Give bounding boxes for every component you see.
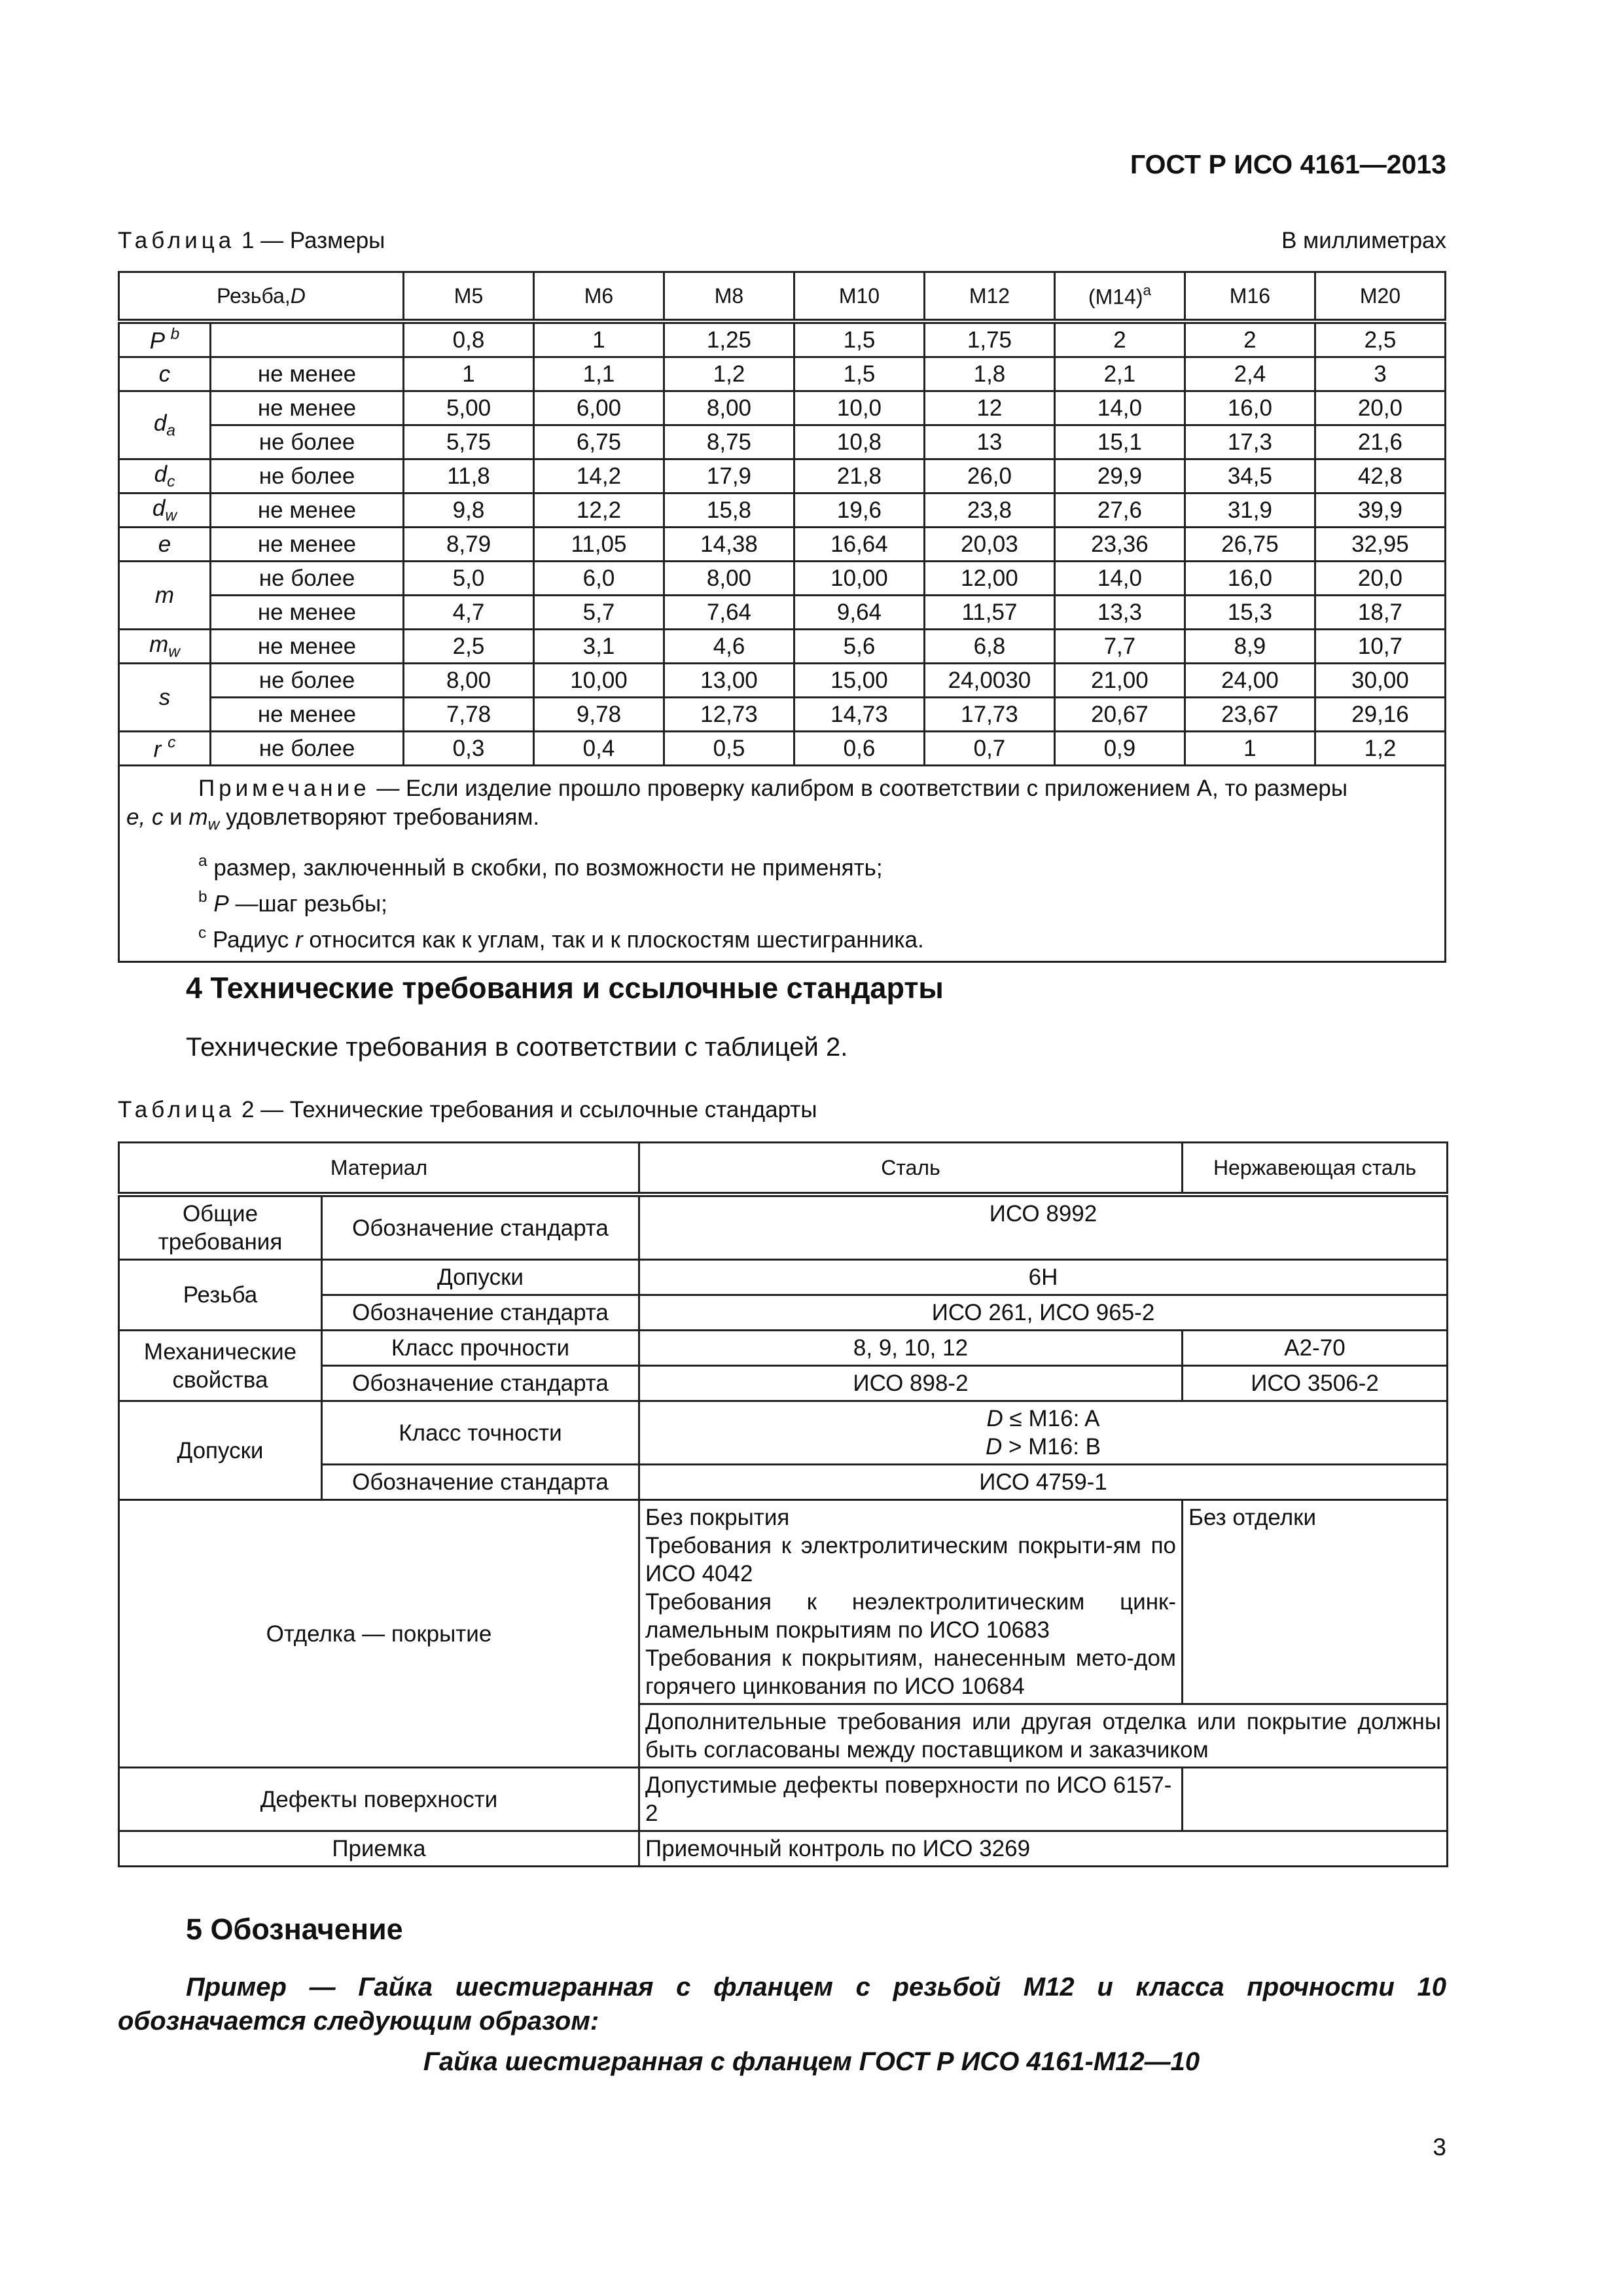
table-row <box>119 425 1446 459</box>
table-row <box>119 493 1446 528</box>
table-cell: 7,7 <box>1054 630 1185 664</box>
material-header: Материал <box>119 1143 639 1195</box>
table-cell: 1,25 <box>664 321 794 357</box>
table-cell: 0,4 <box>534 732 664 766</box>
row-label: Механические свойства <box>119 1331 322 1401</box>
table-row <box>119 664 1446 698</box>
table-cell: 15,1 <box>1054 425 1185 459</box>
section-4-text: Технические требования в соответствии с таблицей 2. <box>186 1033 848 1062</box>
col-header: M5 <box>404 272 534 322</box>
table1-caption: Таблица 1 — Размеры <box>118 228 385 253</box>
table-cell: 4,6 <box>664 630 794 664</box>
table-cell: 29,9 <box>1054 459 1185 493</box>
table-cell: 14,0 <box>1054 391 1185 425</box>
param-qualifier: не менее <box>211 391 404 425</box>
param-symbol: $d_w$ <box>119 493 211 528</box>
table-cell: 34,5 <box>1185 459 1315 493</box>
table-cell: 13,00 <box>664 664 794 698</box>
table-cell: 11,05 <box>534 528 664 562</box>
table-cell: 1 <box>1185 732 1315 766</box>
table-cell: 12,2 <box>534 493 664 528</box>
param-qualifier: не более <box>211 732 404 766</box>
section-5-heading: 5 Обозначение <box>186 1912 403 1946</box>
table-cell: 9,8 <box>404 493 534 528</box>
param-symbol: $m_w$ <box>119 630 211 664</box>
stainless-header: Нержавеющая сталь <box>1183 1143 1448 1195</box>
table-cell: 6,0 <box>534 562 664 596</box>
table-row <box>119 391 1446 425</box>
table-cell: 21,8 <box>794 459 924 493</box>
table-cell: 19,6 <box>794 493 924 528</box>
table-cell: 2 <box>1185 321 1315 357</box>
table-cell: 8,9 <box>1185 630 1315 664</box>
table-cell: 3 <box>1315 357 1445 391</box>
row-value: A2-70 <box>1183 1331 1448 1366</box>
table-cell: 0,8 <box>404 321 534 357</box>
table-cell: 16,64 <box>794 528 924 562</box>
table-cell: 18,7 <box>1315 596 1445 630</box>
table-row <box>119 562 1446 596</box>
row-value: ИСО 898-2 <box>639 1366 1183 1401</box>
table-cell: 7,64 <box>664 596 794 630</box>
dimensions-table-header <box>119 272 1446 322</box>
table-cell: 26,0 <box>924 459 1054 493</box>
steel-header: Сталь <box>639 1143 1183 1195</box>
table-row <box>119 732 1446 766</box>
param-symbol: P $^b$ <box>119 321 211 357</box>
table-row <box>119 357 1446 391</box>
table-cell: 21,6 <box>1315 425 1445 459</box>
table-cell: 2 <box>1054 321 1185 357</box>
row-label: Резьба <box>119 1260 322 1331</box>
table-cell: 12,00 <box>924 562 1054 596</box>
table-cell: 0,7 <box>924 732 1054 766</box>
param-qualifier: не более <box>211 664 404 698</box>
designation-line: Гайка шестигранная с фланцем ГОСТ Р ИСО 4161-М12—10 <box>423 2047 1200 2076</box>
note-line: Примечание — Если изделие прошло проверку калибром в соответствии с приложением А, то размеры <box>198 776 1348 801</box>
table-cell: 14,38 <box>664 528 794 562</box>
table-cell: 20,0 <box>1315 391 1445 425</box>
table-cell: 15,3 <box>1185 596 1315 630</box>
param-qualifier: не более <box>211 459 404 493</box>
table-row <box>119 1331 1448 1366</box>
row-label: Отделка — покрытие <box>119 1500 639 1768</box>
table-row <box>119 596 1446 630</box>
table-cell: 10,00 <box>534 664 664 698</box>
footnote-a: $^a$ размер, заключенный в скобки, по возможности не применять; <box>198 852 883 882</box>
requirements-table-header <box>119 1143 1448 1195</box>
table-cell: 7,78 <box>404 698 534 732</box>
table-cell: 2,5 <box>1315 321 1445 357</box>
table-row <box>119 321 1446 357</box>
param-qualifier: не менее <box>211 528 404 562</box>
table-cell: 27,6 <box>1054 493 1185 528</box>
note-line: e, c и $m_w$ удовлетворяют требованиям. <box>126 804 540 834</box>
param-qualifier: не более <box>211 562 404 596</box>
table-cell: 2,1 <box>1054 357 1185 391</box>
table-cell: 26,75 <box>1185 528 1315 562</box>
row-label: Общие требования <box>119 1194 322 1260</box>
row-value: ИСО 261, ИСО 965-2 <box>639 1295 1448 1331</box>
table-cell: 0,9 <box>1054 732 1185 766</box>
table-cell: 20,67 <box>1054 698 1185 732</box>
designation-example: Пример — Гайка шестигранная с фланцем с резьбой М12 и класса прочности 10 обозначается следующим образом: <box>118 1973 1446 2036</box>
table-cell: 11,57 <box>924 596 1054 630</box>
row-param: Обозначение стандарта <box>322 1465 639 1500</box>
col-header: M6 <box>534 272 664 322</box>
param-symbol: r $^c$ <box>119 732 211 766</box>
table-cell: 6,8 <box>924 630 1054 664</box>
row-value: ИСО 4759-1 <box>639 1465 1448 1500</box>
table-row <box>119 528 1446 562</box>
table-cell: 1,2 <box>664 357 794 391</box>
table-cell: 0,6 <box>794 732 924 766</box>
row-value: 6H <box>639 1260 1448 1295</box>
document-id-header: ГОСТ Р ИСО 4161—2013 <box>1130 149 1446 179</box>
col-header: $(M14)^a$ <box>1054 272 1185 322</box>
section-4-heading: 4 Технические требования и ссылочные стандарты <box>186 971 944 1005</box>
table-cell: 17,9 <box>664 459 794 493</box>
footnote-c: $^c$ Радиус r относится как к углам, так и к плоскостям шестигранника. <box>198 924 924 953</box>
param-qualifier: не более <box>211 425 404 459</box>
table-cell: 13,3 <box>1054 596 1185 630</box>
table-cell: 1 <box>404 357 534 391</box>
table-cell: 14,2 <box>534 459 664 493</box>
row-param: Допуски <box>322 1260 639 1295</box>
table-cell: 1,75 <box>924 321 1054 357</box>
table-cell: 32,95 <box>1315 528 1445 562</box>
table-cell: 24,00 <box>1185 664 1315 698</box>
table-cell: 23,8 <box>924 493 1054 528</box>
col-header: M20 <box>1315 272 1445 322</box>
row-param: Обозначение стандарта <box>322 1366 639 1401</box>
table-cell: 16,0 <box>1185 562 1315 596</box>
table-cell: 23,67 <box>1185 698 1315 732</box>
table-cell: 1,5 <box>794 357 924 391</box>
table-cell: 14,73 <box>794 698 924 732</box>
table-row <box>119 1260 1448 1295</box>
row-label: Допуски <box>119 1401 322 1500</box>
row-param: Класс прочности <box>322 1331 639 1366</box>
table-cell: 0,3 <box>404 732 534 766</box>
table-cell: 8,00 <box>664 562 794 596</box>
table-cell: 6,00 <box>534 391 664 425</box>
table-cell: 1,2 <box>1315 732 1445 766</box>
table-cell: 8,00 <box>664 391 794 425</box>
row-param: Обозначение стандарта <box>322 1295 639 1331</box>
table-cell: 8,00 <box>404 664 534 698</box>
param-qualifier: не менее <box>211 630 404 664</box>
col-header: M12 <box>924 272 1054 322</box>
row-value: D ≤ M16: A D > M16: B <box>639 1401 1448 1465</box>
row-value: Допустимые дефекты поверхности по ИСО 6157-2 <box>639 1768 1183 1831</box>
table-cell: 2,5 <box>404 630 534 664</box>
footnote-b: $^b$ P —шаг резьбы; <box>198 888 387 917</box>
table-row <box>119 698 1446 732</box>
table-cell: 5,7 <box>534 596 664 630</box>
table-cell: 13 <box>924 425 1054 459</box>
row-value: 8, 9, 10, 12 <box>639 1331 1183 1366</box>
table-cell: 12,73 <box>664 698 794 732</box>
col-header: M8 <box>664 272 794 322</box>
table-cell: 5,0 <box>404 562 534 596</box>
table-cell: 23,36 <box>1054 528 1185 562</box>
table-cell: 1,1 <box>534 357 664 391</box>
row-value: ИСО 8992 <box>639 1194 1448 1260</box>
row-param: Обозначение стандарта <box>322 1194 639 1260</box>
table-cell: 42,8 <box>1315 459 1445 493</box>
table-cell: 17,3 <box>1185 425 1315 459</box>
table-cell: 21,00 <box>1054 664 1185 698</box>
param-qualifier: не менее <box>211 698 404 732</box>
table-row <box>119 630 1446 664</box>
table-cell: 1,5 <box>794 321 924 357</box>
param-qualifier: не менее <box>211 493 404 528</box>
table-cell: 15,00 <box>794 664 924 698</box>
table-row <box>119 1768 1448 1831</box>
table-cell: 6,75 <box>534 425 664 459</box>
table-row <box>119 1401 1448 1465</box>
table-cell: 24,0030 <box>924 664 1054 698</box>
param-qualifier <box>211 321 404 357</box>
table-cell: 12 <box>924 391 1054 425</box>
table-cell: 9,64 <box>794 596 924 630</box>
requirements-table <box>118 1141 1448 1867</box>
param-symbol: $d_c$ <box>119 459 211 493</box>
table-row <box>119 459 1446 493</box>
table-row <box>119 1194 1448 1260</box>
param-symbol: s <box>119 664 211 732</box>
table-cell: 8,79 <box>404 528 534 562</box>
table-cell: 16,0 <box>1185 391 1315 425</box>
row-param: Класс точности <box>322 1401 639 1465</box>
param-qualifier: не менее <box>211 357 404 391</box>
col-header: M10 <box>794 272 924 322</box>
table-cell: 15,8 <box>664 493 794 528</box>
table-cell: 29,16 <box>1315 698 1445 732</box>
table-cell: 5,00 <box>404 391 534 425</box>
table-cell: 10,8 <box>794 425 924 459</box>
page-number: 3 <box>1433 2134 1446 2161</box>
table-cell: 2,4 <box>1185 357 1315 391</box>
table-cell: 30,00 <box>1315 664 1445 698</box>
param-symbol: m <box>119 562 211 630</box>
param-qualifier: не менее <box>211 596 404 630</box>
row-label: Дефекты поверхности <box>119 1768 639 1831</box>
finish-extra: Дополнительные требования или другая отделка или покрытие должны быть согласованы между поставщиком и заказчиком <box>639 1704 1448 1768</box>
table-cell: 4,7 <box>404 596 534 630</box>
row-value: Приемочный контроль по ИСО 3269 <box>639 1831 1448 1867</box>
table-cell: 0,5 <box>664 732 794 766</box>
finish-steel: Без покрытия Требования к электролитическим покрыти-ям по ИСО 4042 Требования к неэлектролитическим цинк-ламельным покрытиям по ИСО 10683 Требования к покрытиям, нанесенным мето-дом горячего цинкования по ИСО 10684 <box>639 1500 1183 1704</box>
param-symbol: e <box>119 528 211 562</box>
table-cell: 31,9 <box>1185 493 1315 528</box>
finish-stainless: Без отделки <box>1183 1500 1448 1704</box>
table-row <box>119 1831 1448 1867</box>
table1-units: В миллиметрах <box>1281 228 1446 253</box>
table-cell: 5,6 <box>794 630 924 664</box>
table-cell: 3,1 <box>534 630 664 664</box>
table-row <box>119 1500 1448 1704</box>
table-cell: 8,75 <box>664 425 794 459</box>
table-cell: 9,78 <box>534 698 664 732</box>
table-cell: 1,8 <box>924 357 1054 391</box>
row-label: Приемка <box>119 1831 639 1867</box>
table-cell: 39,9 <box>1315 493 1445 528</box>
table-cell: 20,0 <box>1315 562 1445 596</box>
dimensions-table <box>118 271 1446 963</box>
table2-caption: Таблица 2 — Технические требования и ссылочные стандарты <box>118 1097 817 1122</box>
col-header: M16 <box>1185 272 1315 322</box>
param-symbol: c <box>119 357 211 391</box>
table-cell: 11,8 <box>404 459 534 493</box>
param-symbol: $d_a$ <box>119 391 211 459</box>
table1-notes <box>119 766 1446 962</box>
row-value: ИСО 3506-2 <box>1183 1366 1448 1401</box>
table-cell: 14,0 <box>1054 562 1185 596</box>
table-cell: 10,7 <box>1315 630 1445 664</box>
empty-cell <box>1183 1768 1448 1831</box>
table-cell: 10,0 <box>794 391 924 425</box>
table-cell: 1 <box>534 321 664 357</box>
thread-header: Резьба,D <box>119 272 404 322</box>
table-cell: 20,03 <box>924 528 1054 562</box>
table-cell: 5,75 <box>404 425 534 459</box>
table-cell: 17,73 <box>924 698 1054 732</box>
table-cell: 10,00 <box>794 562 924 596</box>
